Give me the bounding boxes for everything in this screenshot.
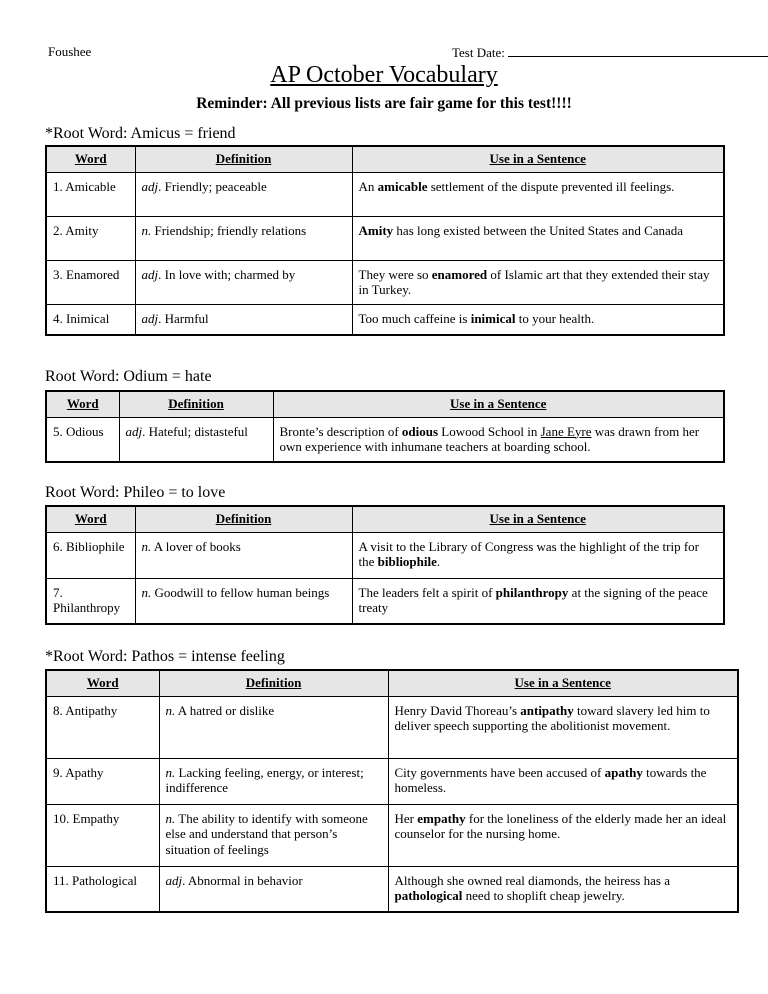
col-header-sentence: Use in a Sentence (273, 391, 724, 417)
section-title-odium: Root Word: Odium = hate (45, 368, 212, 385)
sentence-cell: An amicable settlement of the dispute prevented ill feelings. (352, 172, 724, 216)
word-cell: 5. Odious (46, 417, 119, 462)
vocab-table-phileo (45, 505, 725, 625)
definition-cell: adj. Friendly; peaceable (135, 172, 352, 216)
sentence-cell: Her empathy for the loneliness of the elderly made her an ideal counselor for the nursing home. (388, 804, 738, 866)
vocab-table-amicus (45, 145, 725, 336)
word-cell: 1. Amicable (46, 172, 135, 216)
sentence-cell: They were so enamored of Islamic art that they extended their stay in Turkey. (352, 260, 724, 305)
table-header-row (46, 670, 738, 696)
table-row (46, 696, 738, 758)
table-header-row (46, 506, 724, 532)
sentence-cell: Although she owned real diamonds, the heiress has a pathological need to shoplift cheap jewelry. (388, 866, 738, 912)
col-header-definition: Definition (135, 146, 352, 172)
table-row (46, 216, 724, 260)
col-header-word: Word (46, 506, 135, 532)
word-cell: 3. Enamored (46, 260, 135, 305)
table-row (46, 578, 724, 624)
definition-cell: n. Lacking feeling, energy, or interest; indifference (159, 758, 388, 804)
test-date-field (452, 44, 768, 61)
test-date-blank (508, 44, 768, 57)
section-title-pathos: *Root Word: Pathos = intense feeling (45, 648, 285, 665)
col-header-definition: Definition (159, 670, 388, 696)
sentence-cell: The leaders felt a spirit of philanthropy at the signing of the peace treaty (352, 578, 724, 624)
section-title-phileo: Root Word: Phileo = to love (45, 484, 226, 501)
word-cell: 4. Inimical (46, 305, 135, 335)
table-row (46, 305, 724, 335)
definition-cell: n. A hatred or dislike (159, 696, 388, 758)
table-row (46, 260, 724, 305)
table-row (46, 532, 724, 578)
table-row (46, 758, 738, 804)
sentence-cell: City governments have been accused of apathy towards the homeless. (388, 758, 738, 804)
col-header-sentence: Use in a Sentence (352, 506, 724, 532)
definition-cell: adj. Hateful; distasteful (119, 417, 273, 462)
col-header-word: Word (46, 391, 119, 417)
page-title: AP October Vocabulary (270, 62, 498, 88)
book-title: Jane Eyre (540, 423, 592, 439)
word-cell: 11. Pathological (46, 866, 159, 912)
sentence-cell: Henry David Thoreau’s antipathy toward slavery led him to deliver speech supporting the abolitionist movement. (388, 696, 738, 758)
word-cell: 6. Bibliophile (46, 532, 135, 578)
definition-cell: n. A lover of books (135, 532, 352, 578)
word-cell: 8. Antipathy (46, 696, 159, 758)
col-header-word: Word (46, 146, 135, 172)
table-row (46, 804, 738, 866)
teacher-name: Foushee (48, 44, 92, 59)
definition-cell: adj. Abnormal in behavior (159, 866, 388, 912)
table-header-row (46, 146, 724, 172)
reminder-text: Reminder: All previous lists are fair game for this test!!!! (196, 95, 572, 112)
table-row (46, 866, 738, 912)
col-header-sentence: Use in a Sentence (388, 670, 738, 696)
col-header-sentence: Use in a Sentence (352, 146, 724, 172)
table-row (46, 172, 724, 216)
sentence-cell: Bronte’s description of odious Lowood School in Jane Eyre was drawn from her own experience with inhumane teachers at boarding school. (273, 417, 724, 462)
table-row (46, 417, 724, 462)
test-date-label: Test Date: (452, 45, 505, 60)
definition-cell: n. Friendship; friendly relations (135, 216, 352, 260)
sentence-cell: Too much caffeine is inimical to your health. (352, 305, 724, 335)
vocab-table-odium (45, 390, 725, 463)
definition-cell: n. The ability to identify with someone else and understand that person’s situation of feelings (159, 804, 388, 866)
section-title-amicus: *Root Word: Amicus = friend (45, 125, 236, 142)
sentence-cell: A visit to the Library of Congress was the highlight of the trip for the bibliophile. (352, 532, 724, 578)
col-header-word: Word (46, 670, 159, 696)
definition-cell: adj. Harmful (135, 305, 352, 335)
col-header-definition: Definition (135, 506, 352, 532)
vocab-table-pathos (45, 669, 739, 913)
word-cell: 7. Philanthropy (46, 578, 135, 624)
col-header-definition: Definition (119, 391, 273, 417)
table-header-row (46, 391, 724, 417)
sentence-cell: Amity has long existed between the United States and Canada (352, 216, 724, 260)
word-cell: 2. Amity (46, 216, 135, 260)
word-cell: 10. Empathy (46, 804, 159, 866)
word-cell: 9. Apathy (46, 758, 159, 804)
definition-cell: adj. In love with; charmed by (135, 260, 352, 305)
definition-cell: n. Goodwill to fellow human beings (135, 578, 352, 624)
